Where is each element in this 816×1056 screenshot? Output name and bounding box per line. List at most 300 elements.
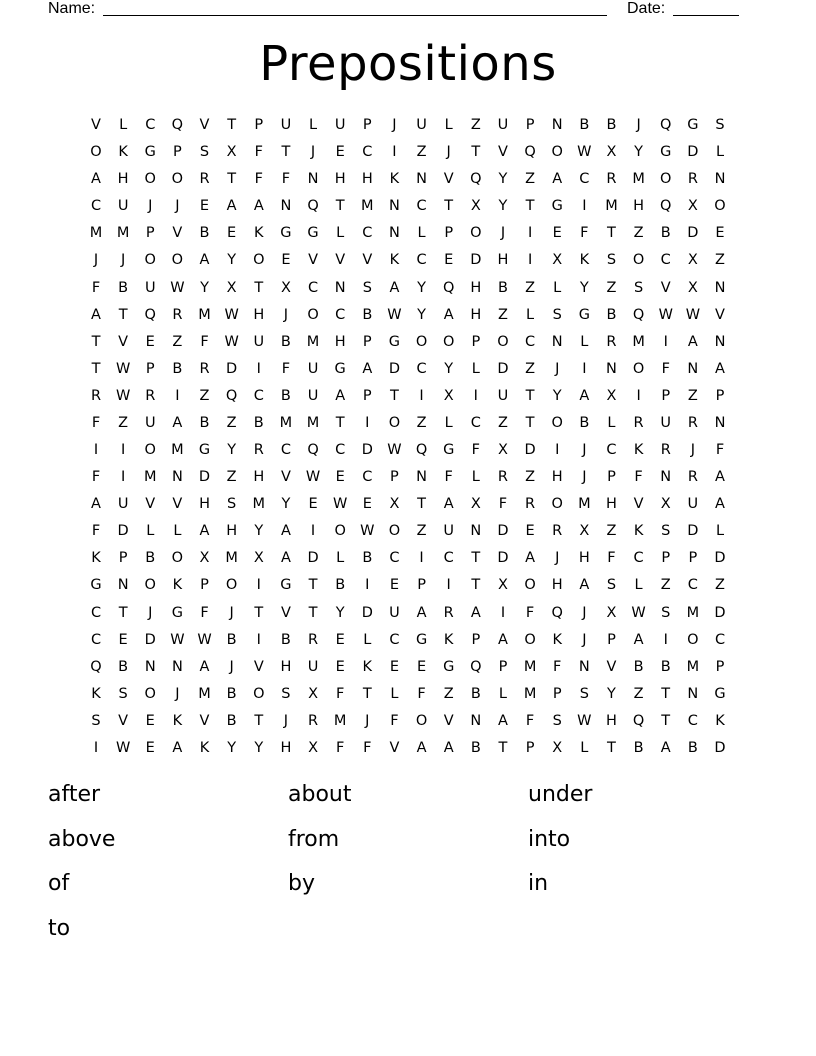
grid-letter[interactable]: O bbox=[253, 685, 265, 702]
grid-letter[interactable]: Y bbox=[281, 496, 291, 513]
grid-letter[interactable]: J bbox=[555, 360, 560, 377]
grid-letter[interactable]: K bbox=[172, 577, 183, 594]
grid-letter[interactable]: W bbox=[360, 523, 375, 540]
grid-letter[interactable]: R bbox=[660, 442, 671, 459]
grid-letter[interactable]: O bbox=[171, 171, 184, 188]
grid-letter[interactable]: P bbox=[607, 631, 616, 648]
grid-letter[interactable]: O bbox=[632, 252, 645, 269]
grid-letter[interactable]: T bbox=[281, 144, 291, 161]
grid-letter[interactable]: X bbox=[226, 144, 237, 161]
grid-letter[interactable]: M bbox=[578, 496, 591, 513]
grid-letter[interactable]: W bbox=[658, 306, 673, 323]
grid-letter[interactable]: Y bbox=[607, 685, 616, 702]
grid-letter[interactable]: R bbox=[307, 631, 319, 648]
grid-letter[interactable]: C bbox=[335, 306, 346, 323]
grid-letter[interactable]: G bbox=[687, 117, 699, 133]
grid-letter[interactable]: L bbox=[715, 144, 725, 161]
grid-letter[interactable]: X bbox=[470, 198, 481, 215]
grid-letter[interactable]: A bbox=[497, 631, 508, 648]
grid-letter[interactable]: X bbox=[579, 523, 590, 540]
grid-letter[interactable]: A bbox=[253, 198, 264, 215]
grid-letter[interactable]: Y bbox=[634, 144, 644, 161]
grid-letter[interactable]: F bbox=[200, 604, 209, 621]
grid-letter[interactable]: B bbox=[362, 550, 373, 567]
grid-letter[interactable]: Z bbox=[226, 414, 237, 431]
grid-letter[interactable]: N bbox=[144, 658, 156, 675]
grid-letter[interactable]: Z bbox=[497, 414, 508, 431]
grid-letter[interactable]: N bbox=[714, 414, 726, 431]
grid-letter[interactable]: H bbox=[633, 198, 645, 215]
grid-letter[interactable]: V bbox=[335, 252, 346, 269]
grid-letter[interactable]: D bbox=[714, 604, 726, 621]
grid-letter[interactable]: N bbox=[687, 685, 699, 702]
grid-letter[interactable]: T bbox=[118, 306, 128, 323]
grid-letter[interactable]: V bbox=[443, 712, 454, 729]
grid-letter[interactable]: N bbox=[171, 658, 183, 675]
grid-letter[interactable]: Z bbox=[416, 523, 427, 540]
grid-letter[interactable]: N bbox=[551, 117, 563, 133]
grid-letter[interactable]: M bbox=[632, 333, 645, 350]
grid-letter[interactable]: F bbox=[417, 685, 426, 702]
grid-letter[interactable]: M bbox=[225, 550, 238, 567]
grid-letter[interactable]: G bbox=[714, 685, 726, 702]
grid-letter[interactable]: P bbox=[661, 550, 671, 567]
grid-letter[interactable]: E bbox=[227, 225, 237, 242]
grid-letter[interactable]: P bbox=[145, 225, 155, 242]
grid-letter[interactable]: Z bbox=[416, 414, 427, 431]
grid-letter[interactable]: O bbox=[687, 631, 699, 648]
grid-letter[interactable]: C bbox=[280, 442, 291, 459]
grid-letter[interactable]: P bbox=[200, 577, 209, 594]
grid-letter[interactable]: Z bbox=[525, 171, 536, 188]
grid-letter[interactable]: A bbox=[389, 279, 400, 296]
grid-letter[interactable]: D bbox=[497, 523, 509, 540]
grid-letter[interactable]: Z bbox=[118, 414, 129, 431]
grid-letter[interactable]: N bbox=[714, 171, 726, 188]
grid-letter[interactable]: V bbox=[497, 144, 508, 161]
grid-letter[interactable]: C bbox=[687, 712, 698, 729]
grid-letter[interactable]: R bbox=[253, 442, 264, 459]
grid-letter[interactable]: O bbox=[442, 333, 455, 350]
grid-letter[interactable]: D bbox=[388, 360, 400, 377]
grid-letter[interactable]: Q bbox=[660, 198, 672, 215]
grid-letter[interactable]: T bbox=[227, 117, 237, 133]
grid-letter[interactable]: A bbox=[715, 469, 725, 486]
grid-letter[interactable]: A bbox=[470, 604, 481, 621]
grid-letter[interactable]: U bbox=[253, 333, 265, 350]
grid-letter[interactable]: X bbox=[280, 279, 291, 296]
grid-letter[interactable]: A bbox=[91, 171, 101, 188]
grid-letter[interactable]: N bbox=[280, 198, 292, 215]
grid-letter[interactable]: N bbox=[714, 333, 726, 350]
grid-letter[interactable]: Q bbox=[470, 171, 482, 188]
grid-letter[interactable]: H bbox=[226, 523, 238, 540]
grid-letter[interactable]: D bbox=[198, 469, 211, 486]
grid-letter[interactable]: F bbox=[525, 604, 535, 621]
grid-letter[interactable]: V bbox=[253, 658, 264, 675]
grid-letter[interactable]: J bbox=[175, 685, 180, 702]
grid-letter[interactable]: T bbox=[471, 144, 481, 161]
grid-letter[interactable]: Y bbox=[254, 740, 264, 756]
grid-letter[interactable]: A bbox=[443, 740, 454, 756]
grid-letter[interactable]: U bbox=[144, 279, 156, 296]
grid-letter[interactable]: X bbox=[687, 279, 698, 296]
grid-letter[interactable]: R bbox=[525, 496, 536, 513]
grid-letter[interactable]: Q bbox=[415, 442, 428, 459]
grid-letter[interactable]: Q bbox=[307, 198, 319, 215]
grid-letter[interactable]: O bbox=[144, 442, 156, 459]
grid-letter[interactable]: S bbox=[606, 252, 617, 269]
grid-letter[interactable]: R bbox=[633, 414, 644, 431]
grid-letter[interactable]: I bbox=[419, 550, 424, 567]
grid-letter[interactable]: T bbox=[444, 198, 454, 215]
grid-letter[interactable]: M bbox=[279, 414, 293, 431]
grid-letter[interactable]: K bbox=[443, 631, 454, 648]
grid-letter[interactable]: P bbox=[118, 550, 128, 567]
grid-letter[interactable]: H bbox=[497, 252, 509, 269]
grid-letter[interactable]: W bbox=[577, 144, 592, 161]
grid-letter[interactable]: G bbox=[280, 577, 292, 594]
grid-letter[interactable]: X bbox=[606, 144, 617, 161]
grid-letter[interactable]: H bbox=[199, 496, 210, 513]
grid-letter[interactable]: X bbox=[308, 740, 318, 756]
grid-letter[interactable]: X bbox=[606, 604, 617, 621]
grid-letter[interactable]: O bbox=[497, 333, 509, 350]
grid-letter[interactable]: F bbox=[525, 712, 535, 729]
grid-letter[interactable]: T bbox=[308, 577, 318, 594]
grid-letter[interactable]: A bbox=[416, 740, 427, 756]
grid-letter[interactable]: H bbox=[606, 496, 617, 513]
grid-letter[interactable]: P bbox=[498, 658, 508, 675]
grid-letter[interactable]: Z bbox=[633, 685, 644, 702]
grid-letter[interactable]: B bbox=[660, 658, 671, 675]
grid-letter[interactable]: U bbox=[307, 360, 319, 377]
grid-letter[interactable]: L bbox=[634, 577, 643, 594]
grid-letter[interactable]: V bbox=[199, 117, 210, 133]
grid-letter[interactable]: A bbox=[579, 387, 590, 404]
grid-letter[interactable]: E bbox=[335, 658, 345, 675]
grid-letter[interactable]: F bbox=[553, 658, 562, 675]
grid-letter[interactable]: Q bbox=[551, 604, 563, 621]
grid-letter[interactable]: J bbox=[582, 604, 587, 621]
grid-letter[interactable]: Q bbox=[632, 306, 645, 323]
grid-letter[interactable]: O bbox=[388, 523, 401, 540]
grid-letter[interactable]: B bbox=[335, 577, 346, 594]
grid-letter[interactable]: P bbox=[715, 387, 725, 404]
grid-letter[interactable]: F bbox=[281, 360, 291, 377]
grid-letter[interactable]: R bbox=[443, 604, 454, 621]
grid-letter[interactable]: C bbox=[687, 577, 698, 594]
grid-letter[interactable]: C bbox=[362, 144, 373, 161]
grid-letter[interactable]: B bbox=[660, 225, 671, 242]
grid-letter[interactable]: Q bbox=[660, 117, 672, 133]
grid-letter[interactable]: F bbox=[715, 442, 725, 459]
grid-letter[interactable]: N bbox=[470, 523, 482, 540]
grid-letter[interactable]: U bbox=[389, 604, 400, 621]
grid-letter[interactable]: T bbox=[91, 333, 101, 350]
grid-letter[interactable]: S bbox=[199, 144, 210, 161]
grid-letter[interactable]: E bbox=[525, 523, 535, 540]
grid-letter[interactable]: M bbox=[143, 469, 157, 486]
grid-letter[interactable]: V bbox=[443, 171, 454, 188]
grid-letter[interactable]: W bbox=[333, 496, 348, 513]
grid-letter[interactable]: N bbox=[416, 469, 427, 486]
grid-letter[interactable]: L bbox=[580, 740, 589, 756]
grid-letter[interactable]: Y bbox=[417, 306, 426, 323]
grid-letter[interactable]: J bbox=[555, 550, 560, 567]
grid-letter[interactable]: C bbox=[90, 198, 102, 215]
grid-letter[interactable]: T bbox=[308, 604, 318, 621]
grid-letter[interactable]: K bbox=[579, 252, 590, 269]
grid-letter[interactable]: R bbox=[172, 306, 183, 323]
grid-letter[interactable]: U bbox=[117, 198, 129, 215]
grid-letter[interactable]: R bbox=[552, 523, 563, 540]
grid-letter[interactable]: W bbox=[577, 712, 592, 729]
grid-letter[interactable]: Z bbox=[606, 279, 617, 296]
grid-letter[interactable]: I bbox=[120, 469, 126, 486]
grid-letter[interactable]: Y bbox=[335, 604, 345, 621]
grid-letter[interactable]: J bbox=[446, 144, 451, 161]
grid-letter[interactable]: V bbox=[606, 658, 617, 675]
grid-letter[interactable]: I bbox=[365, 414, 370, 431]
grid-letter[interactable]: Q bbox=[225, 387, 238, 404]
grid-letter[interactable]: B bbox=[172, 360, 183, 377]
grid-letter[interactable]: B bbox=[118, 658, 129, 675]
grid-letter[interactable]: M bbox=[632, 171, 645, 188]
grid-letter[interactable]: G bbox=[144, 144, 156, 161]
grid-letter[interactable]: I bbox=[636, 387, 641, 404]
grid-letter[interactable]: R bbox=[687, 469, 698, 486]
grid-letter[interactable]: S bbox=[661, 523, 671, 540]
grid-letter[interactable]: C bbox=[416, 198, 427, 215]
grid-letter[interactable]: E bbox=[281, 252, 291, 269]
grid-letter[interactable]: X bbox=[308, 685, 318, 702]
grid-letter[interactable]: P bbox=[173, 144, 182, 161]
grid-letter[interactable]: W bbox=[115, 387, 131, 404]
grid-letter[interactable]: F bbox=[634, 469, 643, 486]
grid-letter[interactable]: P bbox=[471, 631, 481, 648]
grid-letter[interactable]: Y bbox=[417, 279, 426, 296]
grid-letter[interactable]: I bbox=[93, 740, 99, 756]
grid-letter[interactable]: A bbox=[335, 387, 346, 404]
grid-letter[interactable]: H bbox=[470, 306, 482, 323]
grid-letter[interactable]: Y bbox=[552, 387, 562, 404]
grid-letter[interactable]: N bbox=[117, 577, 129, 594]
grid-letter[interactable]: B bbox=[199, 414, 210, 431]
grid-letter[interactable]: E bbox=[389, 577, 399, 594]
grid-letter[interactable]: D bbox=[144, 631, 156, 648]
grid-letter[interactable]: T bbox=[661, 685, 671, 702]
grid-letter[interactable]: D bbox=[714, 740, 726, 756]
grid-letter[interactable]: V bbox=[118, 333, 129, 350]
grid-letter[interactable]: J bbox=[582, 442, 587, 459]
grid-letter[interactable]: C bbox=[416, 360, 427, 377]
grid-letter[interactable]: T bbox=[607, 225, 616, 242]
grid-letter[interactable]: A bbox=[633, 631, 644, 648]
grid-letter[interactable]: S bbox=[227, 496, 237, 513]
grid-letter[interactable]: Z bbox=[226, 469, 237, 486]
grid-letter[interactable]: O bbox=[171, 252, 184, 269]
grid-letter[interactable]: L bbox=[336, 550, 345, 567]
grid-letter[interactable]: V bbox=[172, 496, 183, 513]
grid-letter[interactable]: B bbox=[687, 740, 698, 756]
grid-letter[interactable]: G bbox=[551, 198, 563, 215]
grid-letter[interactable]: O bbox=[171, 550, 184, 567]
grid-letter[interactable]: W bbox=[305, 469, 321, 486]
grid-letter[interactable]: H bbox=[551, 577, 563, 594]
grid-letter[interactable]: Z bbox=[525, 469, 536, 486]
grid-letter[interactable]: L bbox=[336, 225, 345, 242]
grid-letter[interactable]: A bbox=[199, 252, 210, 269]
grid-letter[interactable]: E bbox=[416, 658, 427, 675]
grid-letter[interactable]: G bbox=[198, 442, 211, 459]
grid-letter[interactable]: P bbox=[607, 469, 616, 486]
grid-letter[interactable]: P bbox=[254, 117, 264, 133]
grid-letter[interactable]: X bbox=[552, 740, 563, 756]
grid-letter[interactable]: P bbox=[417, 577, 426, 594]
grid-letter[interactable]: Y bbox=[227, 442, 237, 459]
grid-letter[interactable]: U bbox=[144, 414, 156, 431]
grid-letter[interactable]: M bbox=[361, 198, 374, 215]
grid-letter[interactable]: I bbox=[527, 252, 533, 269]
grid-letter[interactable]: J bbox=[283, 712, 289, 729]
grid-letter[interactable]: R bbox=[687, 414, 698, 431]
grid-letter[interactable]: C bbox=[389, 631, 400, 648]
grid-letter[interactable]: W bbox=[115, 360, 131, 377]
grid-letter[interactable]: L bbox=[308, 117, 318, 133]
grid-letter[interactable]: B bbox=[362, 306, 373, 323]
grid-letter[interactable]: F bbox=[91, 279, 101, 296]
grid-letter[interactable]: C bbox=[525, 333, 536, 350]
grid-letter[interactable]: J bbox=[283, 306, 289, 323]
grid-letter[interactable]: P bbox=[525, 117, 535, 133]
grid-letter[interactable]: I bbox=[527, 225, 533, 242]
grid-letter[interactable]: A bbox=[552, 171, 563, 188]
grid-letter[interactable]: L bbox=[580, 333, 589, 350]
grid-letter[interactable]: W bbox=[631, 604, 646, 621]
grid-letter[interactable]: Z bbox=[172, 333, 183, 350]
grid-letter[interactable]: M bbox=[198, 685, 211, 702]
grid-letter[interactable]: N bbox=[660, 469, 672, 486]
grid-letter[interactable]: D bbox=[687, 144, 699, 161]
grid-letter[interactable]: U bbox=[497, 387, 509, 404]
grid-letter[interactable]: P bbox=[688, 550, 698, 567]
grid-letter[interactable]: J bbox=[636, 117, 641, 133]
grid-letter[interactable]: T bbox=[362, 685, 372, 702]
grid-letter[interactable]: I bbox=[582, 360, 587, 377]
grid-letter[interactable]: E bbox=[444, 252, 454, 269]
grid-letter[interactable]: K bbox=[633, 442, 644, 459]
grid-letter[interactable]: T bbox=[525, 387, 535, 404]
grid-letter[interactable]: F bbox=[200, 333, 209, 350]
grid-letter[interactable]: P bbox=[362, 333, 372, 350]
grid-letter[interactable]: L bbox=[607, 414, 616, 431]
grid-letter[interactable]: V bbox=[172, 225, 183, 242]
grid-letter[interactable]: N bbox=[334, 279, 346, 296]
grid-letter[interactable]: J bbox=[148, 198, 153, 215]
grid-letter[interactable]: P bbox=[362, 117, 372, 133]
grid-letter[interactable]: O bbox=[388, 414, 401, 431]
grid-letter[interactable]: Z bbox=[497, 306, 508, 323]
grid-letter[interactable]: L bbox=[146, 523, 155, 540]
grid-letter[interactable]: P bbox=[390, 469, 399, 486]
grid-letter[interactable]: A bbox=[687, 333, 698, 350]
grid-letter[interactable]: J bbox=[582, 469, 587, 486]
grid-letter[interactable]: D bbox=[714, 550, 726, 567]
grid-letter[interactable]: C bbox=[335, 442, 346, 459]
grid-letter[interactable]: N bbox=[388, 225, 400, 242]
grid-letter[interactable]: N bbox=[388, 198, 400, 215]
grid-letter[interactable]: H bbox=[253, 469, 265, 486]
grid-letter[interactable]: T bbox=[525, 414, 535, 431]
grid-letter[interactable]: V bbox=[91, 117, 101, 133]
grid-letter[interactable]: Y bbox=[498, 171, 508, 188]
grid-letter[interactable]: U bbox=[497, 117, 509, 133]
grid-letter[interactable]: M bbox=[686, 604, 700, 621]
grid-letter[interactable]: O bbox=[144, 171, 156, 188]
grid-letter[interactable]: I bbox=[582, 198, 587, 215]
grid-letter[interactable]: O bbox=[551, 144, 563, 161]
grid-letter[interactable]: J bbox=[229, 658, 234, 675]
grid-letter[interactable]: X bbox=[606, 387, 617, 404]
grid-letter[interactable]: C bbox=[660, 252, 671, 269]
grid-letter[interactable]: I bbox=[446, 577, 451, 594]
grid-letter[interactable]: V bbox=[145, 496, 156, 513]
grid-letter[interactable]: F bbox=[281, 171, 291, 188]
grid-letter[interactable]: H bbox=[470, 279, 482, 296]
grid-letter[interactable]: D bbox=[307, 550, 319, 567]
grid-letter[interactable]: H bbox=[334, 333, 346, 350]
grid-letter[interactable]: L bbox=[417, 225, 426, 242]
grid-letter[interactable]: T bbox=[498, 740, 508, 756]
grid-letter[interactable]: H bbox=[334, 171, 346, 188]
grid-letter[interactable]: W bbox=[224, 306, 239, 323]
grid-letter[interactable]: J bbox=[392, 117, 397, 133]
grid-letter[interactable]: B bbox=[606, 117, 617, 133]
grid-letter[interactable]: C bbox=[307, 279, 319, 296]
grid-letter[interactable]: F bbox=[498, 496, 508, 513]
grid-letter[interactable]: U bbox=[307, 387, 319, 404]
grid-letter[interactable]: V bbox=[362, 252, 373, 269]
grid-letter[interactable]: X bbox=[687, 198, 698, 215]
grid-letter[interactable]: O bbox=[551, 414, 563, 431]
grid-letter[interactable]: W bbox=[387, 442, 402, 459]
grid-letter[interactable]: R bbox=[145, 387, 156, 404]
grid-letter[interactable]: A bbox=[280, 550, 291, 567]
grid-letter[interactable]: X bbox=[226, 279, 237, 296]
grid-letter[interactable]: R bbox=[90, 387, 102, 404]
grid-letter[interactable]: Z bbox=[525, 279, 536, 296]
grid-letter[interactable]: B bbox=[145, 550, 156, 567]
grid-letter[interactable]: C bbox=[90, 604, 102, 621]
grid-letter[interactable]: K bbox=[633, 523, 644, 540]
grid-letter[interactable]: U bbox=[280, 117, 292, 133]
grid-letter[interactable]: D bbox=[361, 442, 373, 459]
grid-letter[interactable]: J bbox=[582, 631, 587, 648]
grid-letter[interactable]: A bbox=[715, 360, 725, 377]
grid-letter[interactable]: I bbox=[555, 442, 560, 459]
grid-letter[interactable]: C bbox=[362, 225, 373, 242]
grid-letter[interactable]: T bbox=[471, 550, 481, 567]
grid-letter[interactable]: K bbox=[91, 550, 101, 567]
grid-letter[interactable]: S bbox=[579, 685, 589, 702]
grid-letter[interactable]: N bbox=[687, 360, 699, 377]
grid-letter[interactable]: G bbox=[171, 604, 184, 621]
grid-letter[interactable]: M bbox=[523, 658, 537, 675]
grid-letter[interactable]: B bbox=[226, 631, 237, 648]
grid-letter[interactable]: Y bbox=[579, 279, 589, 296]
grid-letter[interactable]: T bbox=[335, 198, 345, 215]
